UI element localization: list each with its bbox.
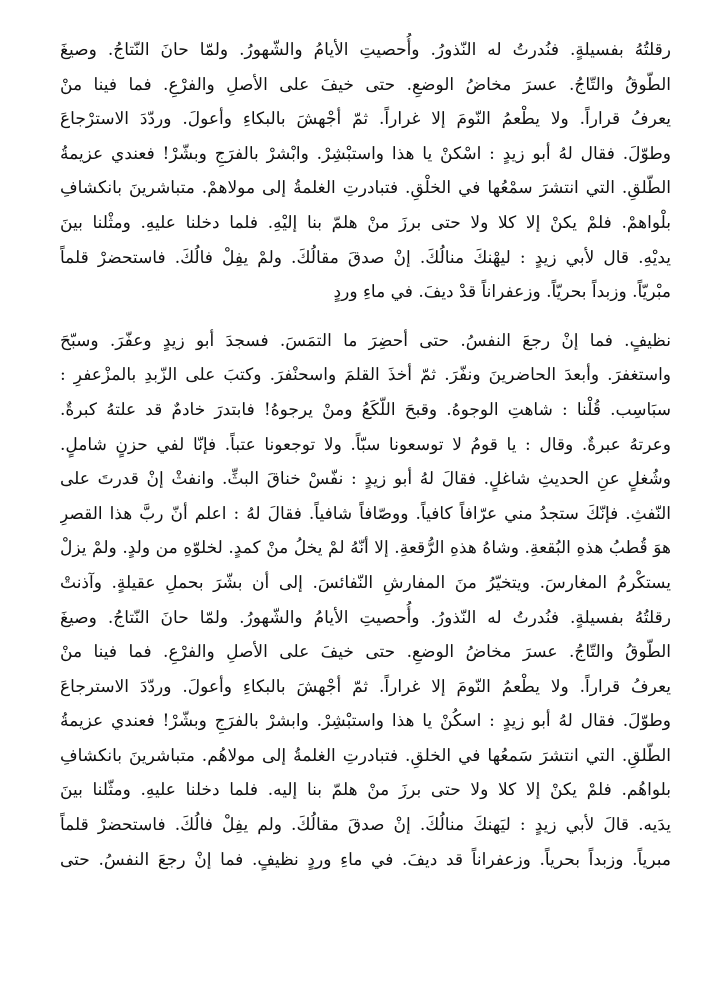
- text-line: يدَيه. قالَ لأبي زيدٍ : ليَهنكَ منالُكَ. إنْ صدقَ مقالُكَ. ولم يفِلْ فالُكَ. فاستحضرْ قلماً: [60, 815, 671, 836]
- text-line: وشُغلٍ عنِ الحديثِ شاغلٍ. فقالَ لهُ أبو زيدٍ : نفّسْ خناقَ البثِّ. وانفثْ إنْ قدرتَ على: [60, 469, 671, 490]
- text-line: يديْهِ. قال لأبي زيدٍ : ليهْنكَ منالُكَ. إنْ صدقَ مقالُكَ. ولمْ يفِلْ فالُكَ. فاستحضرْ قلماً: [60, 247, 671, 268]
- text-line: مبْريّاً. وزبداً بحريّاً. وزعفراناً قدْ ديفَ. في ماءِ وردٍ: [333, 282, 671, 303]
- paragraph-2: [60, 324, 671, 878]
- text-line: بلواهُم. فلمْ يكنْ إلا كلا ولا حتى برزَ منْ هلمّ بنا إليه. فلما دخلنا عليهِ. ومثّلنا بينَ: [60, 780, 671, 801]
- text-line: رقلتُهُ بفسيلةٍ. فنُدرتُ له النّذورُ. وأُحصيتِ الأيامُ والشّهورُ. ولمّا حانَ النّتاجُ. وصيغَ: [60, 40, 671, 60]
- text-line: رقلتُهُ بفسيلةٍ. فنُدرتُ له النّذورُ. وأُحصيتِ الأيامُ والشّهورُ. ولمّا حانَ النّتاجُ. وصيغَ: [60, 607, 671, 628]
- text-line: وطوّلَ. فقال لهُ أبو زيدٍ : اسْكنْ يا هذا واستبْشِرْ. وابْشرْ بالفرَجِ وبشّرْ! فعندي عزيمةُ: [60, 143, 671, 164]
- text-line: الطّوقُ والتّاجُ. عسرَ مخاضُ الوضعِ. حتى خيفَ على الأصلِ والفرْعِ. فما فينا منْ: [60, 74, 671, 95]
- text-line: يعرفُ قراراً. ولا يطْعمُ النّومَ إلا غراراً. ثمّ أجْهشَ بالبكاءِ وأعولَ. وردّدَ الاسترْجاعَ: [60, 109, 671, 130]
- text-line: مبرياً. وزبداً بحرياً. وزعفراناً قد ديفَ. في ماءِ وردٍ نظيفٍ. فما إنْ رجعَ النفسُ. حتى: [60, 849, 671, 870]
- text-line: بلْواهمْ. فلمْ يكنْ إلا كلا ولا حتى برزَ منْ هلمّ بنا إليْهِ. فلما دخلنا عليهِ. ومثْلنا بينَ: [60, 212, 671, 233]
- text-line: الطّوقُ والتّاجُ. عسرَ مخاضُ الوضعِ. حتى خيفَ على الأصلِ والفرْعِ. فما فينا منْ: [60, 642, 671, 663]
- text-line: واستغفرَ. وأبعدَ الحاضرينَ ونفّرَ. ثمّ أخذَ القلمَ واسحنْفرَ. وكتبَ على الزّبدِ بالمزْعفرِ :: [60, 365, 671, 386]
- text-line: نظيفٍ. فما إنْ رجعَ النفسُ. حتى أحضِرَ ما التمَسَ. فسجدَ أبو زيدٍ وعفّرَ. وسبّحَ: [60, 330, 671, 351]
- text-line: وعرتهُ عبرةٌ. وقال : يا قومُ لا توسعونا سبّاً. ولا توجعونا عتباً. فإنّا لفي حزنٍ شاملٍ.: [60, 434, 671, 455]
- text-line: يعرفُ قراراً. ولا يطْعمُ النّومَ إلا غراراً. ثمّ أجْهشَ بالبكاءِ وأعولَ. وردّدَ الاسترجاعَ: [60, 676, 671, 697]
- text-line: الطّلقِ. التي انتشرَ سمْعُها في الخلْقِ. فتبادرتِ الغلمةُ إلى مولاهمْ. متباشرينَ بانكشافِ: [60, 178, 671, 199]
- text-line: هوَ قُطبُ هذهِ البُقعةِ. وشاهُ هذهِ الرُّقعةِ. إلا أنّهُ لمْ يخلُ منْ كمدٍ. لخلوّهِ من ولدٍ. ولمْ يزلْ: [60, 538, 671, 559]
- text-line: النّفثِ. فإنّكَ ستجدُ مني عرّافاً كافياً. ووصّافاً شافياً. فقالَ لهُ : اعلم أنّ ربَّ هذا القصرِ: [60, 503, 671, 524]
- paragraph-1: [60, 33, 671, 310]
- text-line: وطوّلَ. فقال لهُ أبو زيدٍ : اسكُنْ يا هذا واستبْشِرْ. وابشرْ بالفرَجِ وبشّرْ! فعندي عزيمةُ: [60, 711, 671, 732]
- text-line: الطّلقِ. التي انتشرَ سَمعُها في الخلقِ. فتبادرتِ الغلمةُ إلى مولاهُم. متباشرينَ بانكشافِ: [60, 745, 671, 766]
- text-line: يستكْرمُ المغارسَ. ويتخيّرُ منَ المفارشِ النّفائسَ. إلى أن بشّرَ بحملِ عقيلةٍ. وآذنتْ: [60, 572, 671, 593]
- text-line: سبَاسِب. قُلْنا : شاهتِ الوجوهُ. وقبحَ اللّكَعُ ومنْ يرجوهُ! فابتدرَ خادمٌ قد علتهُ كبرةٌ.: [60, 399, 671, 420]
